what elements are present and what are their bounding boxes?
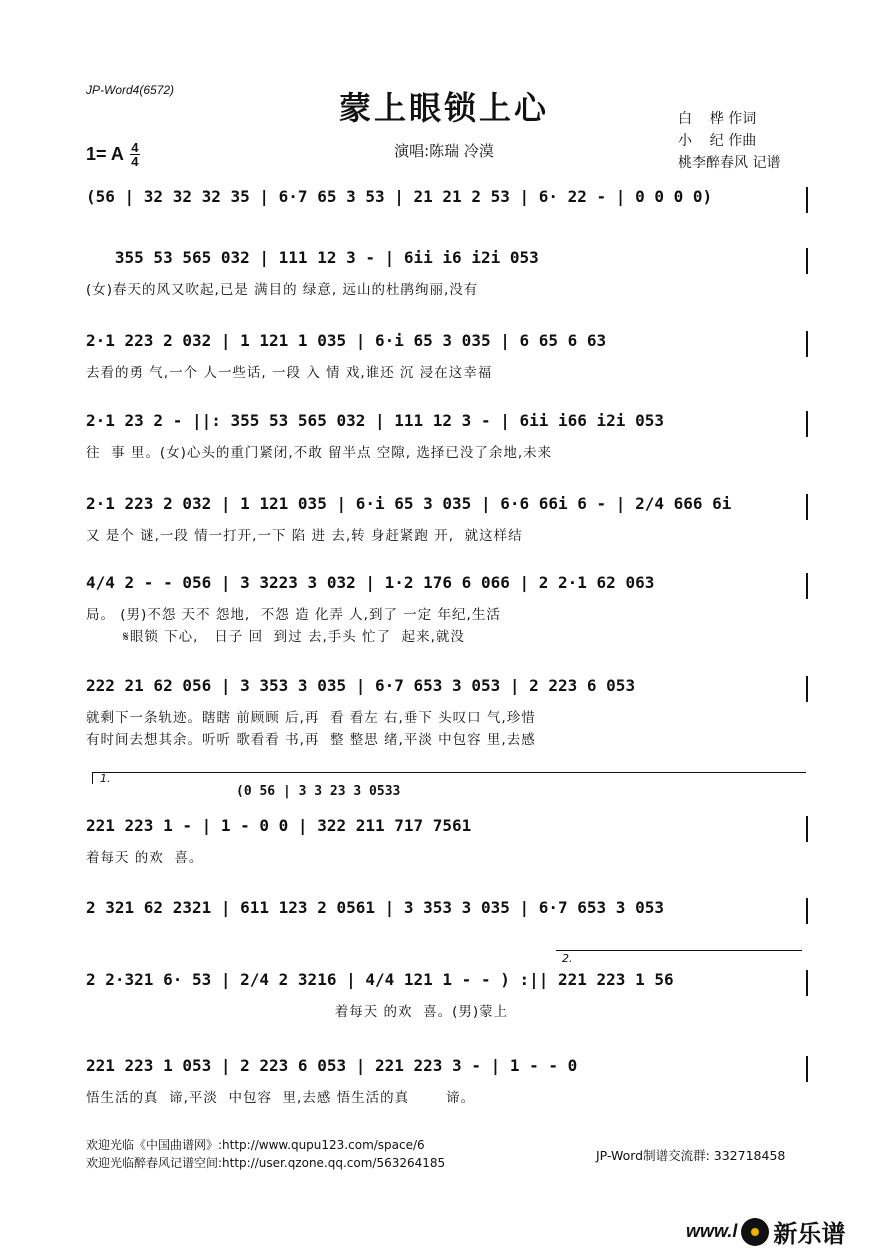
score-notes-row: 2 2·321 6· 53 | 2/4 2 3216 | 4/4 121 1 - - ) :|| 221 223 1 56 xyxy=(86,970,808,996)
ending1-tick xyxy=(92,772,93,784)
ending2-label: 2. xyxy=(562,952,573,965)
lyrics-line: 去看的勇 气,一个 人一些话, 一段 入 情 戏,谁还 沉 浸在这幸福 xyxy=(86,365,493,381)
logo-brand: 新乐谱 xyxy=(773,1220,846,1248)
ending1-hint: (0 56 | 3 3 23 3 0533 xyxy=(236,784,401,799)
lyrics-line: 就剩下一条轨迹。瞎瞎 前顾顾 后,再 看 看左 右,垂下 头叹口 气,珍惜 xyxy=(86,710,536,726)
score-notes-row: 222 21 62 056 | 3 353 3 035 | 6·7 653 3 053 | 2 223 6 053 xyxy=(86,676,808,702)
software-version: JP-Word4(6572) xyxy=(86,83,175,97)
score-notes-row: 2·1 223 2 032 | 1 121 1 035 | 6·i 65 3 035 | 6 65 6 63 xyxy=(86,331,808,357)
score-notes-row: 2 321 62 2321 | 611 123 2 0561 | 3 353 3 035 | 6·7 653 3 053 xyxy=(86,898,808,924)
transcriber: 桃李醉春风 记谱 xyxy=(678,155,781,171)
score-notes-row: 221 223 1 - | 1 - 0 0 | 322 211 717 7561 xyxy=(86,816,808,842)
footer-line-1: 欢迎光临《中国曲谱网》:http://www.qupu123.com/space/6 xyxy=(86,1138,425,1152)
ending2-bracket xyxy=(556,950,802,951)
lyrics-line: 又 是个 谜,一段 情一打开,一下 陷 进 去,转 身赶紧跑 开, 就这样结 xyxy=(86,528,523,544)
lyrics-line: 着每天 的欢 喜。 xyxy=(86,850,204,866)
score-notes-row: 2·1 23 2 - ||: 355 53 565 032 | 111 12 3 - | 6ii i66 i2i 053 xyxy=(86,411,808,437)
score-notes-row: 4/4 2 - - 056 | 3 3223 3 032 | 1·2 176 6 066 | 2 2·1 62 063 xyxy=(86,573,808,599)
score-notes-row: (56 | 32 32 32 35 | 6·7 65 3 53 | 21 21 2 53 | 6· 22 - | 0 0 0 0) xyxy=(86,187,808,213)
score-notes-row: 355 53 565 032 | 111 12 3 - | 6ii i6 i2i 053 xyxy=(86,248,808,274)
credits xyxy=(678,108,780,174)
lyrics-line: 局。 (男)不怨 天不 怨地, 不怨 造 化弄 人,到了 一定 年纪,生活 xyxy=(86,607,501,623)
footer-line-2: 欢迎光临醉春风记谱空间:http://user.qzone.qq.com/563264185 xyxy=(86,1156,446,1170)
lyricist: 白 桦 作词 xyxy=(678,111,757,127)
ending1-bracket xyxy=(92,772,806,773)
lyrics-line: 往 事 里。(女)心头的重门紧闭,不敢 留半点 空隙, 选择已没了余地,未来 xyxy=(86,445,553,461)
time-top: 4 xyxy=(131,140,139,155)
record-icon xyxy=(741,1218,769,1246)
score-notes-row: 221 223 1 053 | 2 223 6 053 | 221 223 3 - | 1 - - 0 xyxy=(86,1056,808,1082)
lyrics-line: 有时间去想其余。听听 歌看看 书,再 整 整思 绪,平淡 中包容 里,去感 xyxy=(86,732,536,748)
lyrics-line: 𝄋眼锁 下心, 日子 回 到过 去,手头 忙了 起来,就没 xyxy=(86,629,465,645)
group-number: JP-Word制谱交流群: 332718458 xyxy=(596,1148,786,1163)
key-label: 1= A xyxy=(86,144,124,164)
lyrics-line: (女)春天的风又吹起,已是 满目的 绿意, 远山的杜鹃绚丽,没有 xyxy=(86,282,479,298)
singer-credit: 演唱:陈瑞 冷漠 xyxy=(394,142,494,160)
logo-www: www.l xyxy=(686,1221,738,1241)
footer-links xyxy=(86,1136,445,1172)
composer: 小 纪 作曲 xyxy=(678,133,757,149)
ending1-label: 1. xyxy=(100,772,111,785)
lyrics-line: 悟生活的真 谛,平淡 中包容 里,去感 悟生活的真 谛。 xyxy=(86,1090,476,1106)
site-logo xyxy=(686,1214,845,1249)
lyrics-line: 着每天 的欢 喜。(男)蒙上 xyxy=(86,1004,509,1020)
score-notes-row: 2·1 223 2 032 | 1 121 035 | 6·i 65 3 035 | 6·6 66i 6 - | 2/4 666 6i xyxy=(86,494,808,520)
time-bottom: 4 xyxy=(131,154,139,169)
song-title: 蒙上眼锁上心 xyxy=(338,89,549,127)
